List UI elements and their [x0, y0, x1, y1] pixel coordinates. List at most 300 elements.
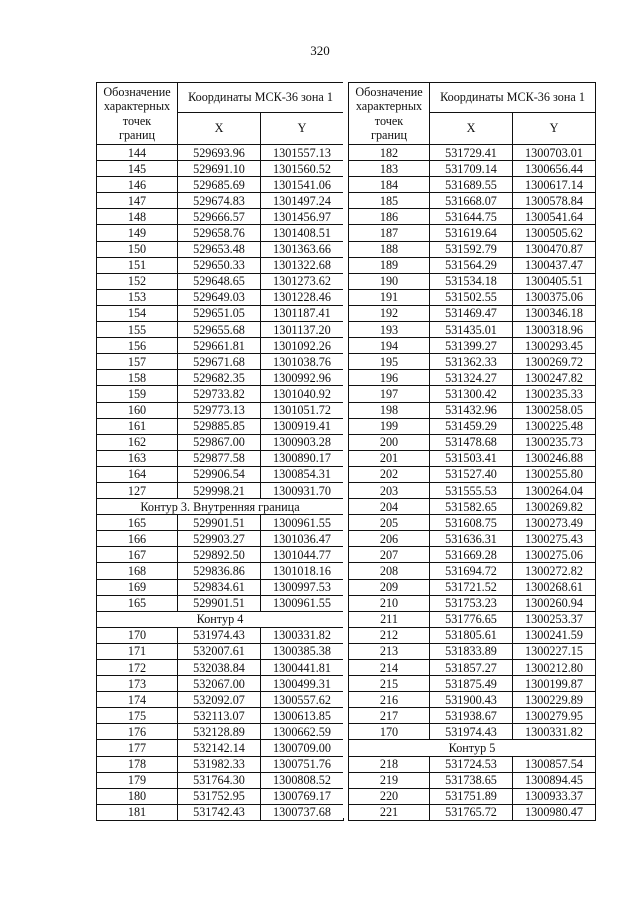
x-value: 531582.65: [430, 499, 513, 515]
table-row: [97, 209, 344, 225]
y-value: 1300279.95: [513, 708, 596, 724]
point-id: 218: [349, 756, 430, 772]
table-row: [97, 257, 344, 273]
x-value: 531399.27: [430, 338, 513, 354]
y-value: 1300331.82: [261, 627, 344, 643]
y-value: 1301557.13: [261, 145, 344, 161]
point-id: 168: [97, 563, 178, 579]
x-value: 531362.33: [430, 354, 513, 370]
table-row: [349, 547, 596, 563]
table-row: [349, 418, 596, 434]
point-id: 196: [349, 370, 430, 386]
x-value: 531636.31: [430, 531, 513, 547]
table-row: [97, 145, 344, 161]
x-value: 529773.13: [178, 402, 261, 418]
table-row: [349, 434, 596, 450]
x-value: 531324.27: [430, 370, 513, 386]
table-row: [97, 482, 344, 498]
table-row: [97, 370, 344, 386]
point-id: 169: [97, 579, 178, 595]
y-value: 1301497.24: [261, 193, 344, 209]
x-value: 531668.07: [430, 193, 513, 209]
x-value: 529693.96: [178, 145, 261, 161]
y-value: 1300992.96: [261, 370, 344, 386]
table-row: [349, 466, 596, 482]
table-body-right: [349, 145, 596, 821]
table-row: [97, 788, 344, 804]
x-value: 531738.65: [430, 772, 513, 788]
point-id: 178: [97, 756, 178, 772]
point-id: 170: [349, 724, 430, 740]
table-row: [97, 305, 344, 321]
header-designation: Обозначение характерных точек границ: [97, 83, 178, 145]
table-row: [349, 482, 596, 498]
header-y: Y: [261, 113, 344, 145]
y-value: 1301051.72: [261, 402, 344, 418]
y-value: 1300375.06: [513, 289, 596, 305]
y-value: 1300225.48: [513, 418, 596, 434]
table-row: [97, 241, 344, 257]
x-value: 531469.47: [430, 305, 513, 321]
point-id: 209: [349, 579, 430, 595]
table-row: [349, 579, 596, 595]
point-id: 187: [349, 225, 430, 241]
x-value: 531753.23: [430, 595, 513, 611]
point-id: 181: [97, 804, 178, 820]
point-id: 127: [97, 482, 178, 498]
y-value: 1300808.52: [261, 772, 344, 788]
point-id: 177: [97, 740, 178, 756]
y-value: 1300275.43: [513, 531, 596, 547]
y-value: 1300997.53: [261, 579, 344, 595]
x-value: 531555.53: [430, 482, 513, 498]
table-row: [97, 579, 344, 595]
point-id: 208: [349, 563, 430, 579]
x-value: 529998.21: [178, 482, 261, 498]
x-value: 531724.53: [430, 756, 513, 772]
x-value: 531742.43: [178, 804, 261, 820]
point-id: 182: [349, 145, 430, 161]
y-value: 1300437.47: [513, 257, 596, 273]
y-value: 1300293.45: [513, 338, 596, 354]
y-value: 1300246.88: [513, 450, 596, 466]
table-row: [349, 322, 596, 338]
y-value: 1300273.49: [513, 515, 596, 531]
header-coordinates: Координаты МСК-36 зона 1: [178, 83, 344, 113]
point-id: 198: [349, 402, 430, 418]
table-row: [349, 386, 596, 402]
table-row: [97, 627, 344, 643]
y-value: 1300241.59: [513, 627, 596, 643]
point-id: 146: [97, 177, 178, 193]
point-id: 161: [97, 418, 178, 434]
table-row: [349, 708, 596, 724]
point-id: 217: [349, 708, 430, 724]
x-value: 531432.96: [430, 402, 513, 418]
y-value: 1301036.47: [261, 531, 344, 547]
y-value: 1301040.92: [261, 386, 344, 402]
table-row: [349, 145, 596, 161]
y-value: 1301137.20: [261, 322, 344, 338]
header-x: X: [430, 113, 513, 145]
y-value: 1300933.37: [513, 788, 596, 804]
y-value: 1300857.54: [513, 756, 596, 772]
point-id: 171: [97, 643, 178, 659]
point-id: 147: [97, 193, 178, 209]
header-designation: Обозначение характерных точек границ: [349, 83, 430, 145]
y-value: 1300854.31: [261, 466, 344, 482]
table-row: [349, 450, 596, 466]
point-id: 158: [97, 370, 178, 386]
coordinates-table-left: [96, 82, 344, 821]
x-value: 532128.89: [178, 724, 261, 740]
table-row: [349, 692, 596, 708]
x-value: 531938.67: [430, 708, 513, 724]
x-value: 531503.41: [430, 450, 513, 466]
point-id: 170: [97, 627, 178, 643]
point-id: 192: [349, 305, 430, 321]
y-value: 1300890.17: [261, 450, 344, 466]
point-id: 195: [349, 354, 430, 370]
point-id: 220: [349, 788, 430, 804]
y-value: 1300318.96: [513, 322, 596, 338]
table-row: [349, 627, 596, 643]
point-id: 162: [97, 434, 178, 450]
x-value: 531592.79: [430, 241, 513, 257]
point-id: 148: [97, 209, 178, 225]
point-id: 191: [349, 289, 430, 305]
table-row: [97, 515, 344, 531]
table-row: [97, 692, 344, 708]
x-value: 531300.42: [430, 386, 513, 402]
x-value: 529651.05: [178, 305, 261, 321]
table-row: [349, 724, 596, 740]
y-value: 1300227.15: [513, 643, 596, 659]
y-value: 1300269.82: [513, 499, 596, 515]
point-id: 194: [349, 338, 430, 354]
y-value: 1300919.41: [261, 418, 344, 434]
point-id: 173: [97, 676, 178, 692]
x-value: 531833.89: [430, 643, 513, 659]
y-value: 1300258.05: [513, 402, 596, 418]
x-value: 531805.61: [430, 627, 513, 643]
y-value: 1300613.85: [261, 708, 344, 724]
x-value: 529653.48: [178, 241, 261, 257]
page-number: 320: [310, 43, 330, 58]
table-row: [97, 450, 344, 466]
y-value: 1300894.45: [513, 772, 596, 788]
point-id: 210: [349, 595, 430, 611]
y-value: 1300260.94: [513, 595, 596, 611]
point-id: 159: [97, 386, 178, 402]
y-value: 1300499.31: [261, 676, 344, 692]
y-value: 1300275.06: [513, 547, 596, 563]
table-row: [97, 322, 344, 338]
y-value: 1300961.55: [261, 515, 344, 531]
coordinates-table-right: [348, 82, 596, 821]
table-row: [97, 676, 344, 692]
y-value: 1300199.87: [513, 676, 596, 692]
table-row: [349, 354, 596, 370]
x-value: 531502.55: [430, 289, 513, 305]
point-id: 206: [349, 531, 430, 547]
point-id: 186: [349, 209, 430, 225]
table-row: [97, 434, 344, 450]
point-id: 165: [97, 515, 178, 531]
point-id: 211: [349, 611, 430, 627]
y-value: 1300269.72: [513, 354, 596, 370]
y-value: 1300737.68: [261, 804, 344, 820]
point-id: 199: [349, 418, 430, 434]
point-id: 156: [97, 338, 178, 354]
y-value: 1300264.04: [513, 482, 596, 498]
y-value: 1301092.26: [261, 338, 344, 354]
point-id: 151: [97, 257, 178, 273]
point-id: 193: [349, 322, 430, 338]
y-value: 1301456.97: [261, 209, 344, 225]
x-value: 529733.82: [178, 386, 261, 402]
y-value: 1300541.64: [513, 209, 596, 225]
contour-row: [97, 611, 344, 627]
table-row: [97, 595, 344, 611]
point-id: 183: [349, 161, 430, 177]
x-value: 531974.43: [430, 724, 513, 740]
contour-label: Контур 5: [349, 740, 596, 756]
x-value: 532038.84: [178, 660, 261, 676]
x-value: 529649.03: [178, 289, 261, 305]
table-row: [349, 660, 596, 676]
y-value: 1300980.47: [513, 804, 596, 820]
point-id: 212: [349, 627, 430, 643]
table-row: [349, 531, 596, 547]
point-id: 202: [349, 466, 430, 482]
table-row: [97, 386, 344, 402]
table-row: [97, 804, 344, 820]
x-value: 529655.68: [178, 322, 261, 338]
table-row: [97, 193, 344, 209]
point-id: 204: [349, 499, 430, 515]
x-value: 529685.69: [178, 177, 261, 193]
y-value: 1300268.61: [513, 579, 596, 595]
point-id: 145: [97, 161, 178, 177]
y-value: 1300405.51: [513, 273, 596, 289]
point-id: 160: [97, 402, 178, 418]
y-value: 1300212.80: [513, 660, 596, 676]
table-row: [349, 611, 596, 627]
x-value: 531619.64: [430, 225, 513, 241]
table-body-left: [97, 145, 344, 821]
table-row: [349, 499, 596, 515]
point-id: 188: [349, 241, 430, 257]
point-id: 157: [97, 354, 178, 370]
x-value: 531435.01: [430, 322, 513, 338]
x-value: 531689.55: [430, 177, 513, 193]
x-value: 529885.85: [178, 418, 261, 434]
x-value: 529658.76: [178, 225, 261, 241]
y-value: 1300961.55: [261, 595, 344, 611]
y-value: 1300385.38: [261, 643, 344, 659]
x-value: 532067.00: [178, 676, 261, 692]
table-row: [349, 338, 596, 354]
y-value: 1300505.62: [513, 225, 596, 241]
table-row: [349, 305, 596, 321]
x-value: 529650.33: [178, 257, 261, 273]
point-id: 174: [97, 692, 178, 708]
x-value: 531564.29: [430, 257, 513, 273]
table-row: [97, 161, 344, 177]
table-row: [349, 402, 596, 418]
table-row: [97, 225, 344, 241]
point-id: 216: [349, 692, 430, 708]
y-value: 1300272.82: [513, 563, 596, 579]
x-value: 529901.51: [178, 515, 261, 531]
x-value: 531644.75: [430, 209, 513, 225]
x-value: 531527.40: [430, 466, 513, 482]
table-row: [97, 466, 344, 482]
point-id: 153: [97, 289, 178, 305]
point-id: 205: [349, 515, 430, 531]
y-value: 1301322.68: [261, 257, 344, 273]
y-value: 1300470.87: [513, 241, 596, 257]
point-id: 175: [97, 708, 178, 724]
table-row: [97, 273, 344, 289]
table-row: [349, 595, 596, 611]
table-row: [97, 563, 344, 579]
y-value: 1300703.01: [513, 145, 596, 161]
table-row: [97, 418, 344, 434]
x-value: 529867.00: [178, 434, 261, 450]
x-value: 529836.86: [178, 563, 261, 579]
x-value: 529666.57: [178, 209, 261, 225]
y-value: 1300253.37: [513, 611, 596, 627]
x-value: 531974.43: [178, 627, 261, 643]
table-row: [97, 531, 344, 547]
table-row: [97, 354, 344, 370]
point-id: 166: [97, 531, 178, 547]
point-id: 213: [349, 643, 430, 659]
y-value: 1300331.82: [513, 724, 596, 740]
table-row: [97, 756, 344, 772]
table-row: [349, 161, 596, 177]
x-value: 529661.81: [178, 338, 261, 354]
contour-row: [97, 499, 344, 515]
table-row: [349, 225, 596, 241]
y-value: 1300255.80: [513, 466, 596, 482]
table-row: [97, 402, 344, 418]
point-id: 149: [97, 225, 178, 241]
x-value: 531669.28: [430, 547, 513, 563]
y-value: 1301273.62: [261, 273, 344, 289]
y-value: 1300709.00: [261, 740, 344, 756]
contour-label: Контур 3. Внутренняя граница: [97, 499, 344, 515]
table-row: [349, 289, 596, 305]
table-row: [349, 676, 596, 692]
table-row: [349, 804, 596, 820]
x-value: 531694.72: [430, 563, 513, 579]
x-value: 529691.10: [178, 161, 261, 177]
table-row: [349, 788, 596, 804]
y-value: 1300247.82: [513, 370, 596, 386]
x-value: 532007.61: [178, 643, 261, 659]
x-value: 529648.65: [178, 273, 261, 289]
y-value: 1300769.17: [261, 788, 344, 804]
x-value: 531764.30: [178, 772, 261, 788]
table-row: [97, 724, 344, 740]
table-row: [349, 273, 596, 289]
header-coordinates: Координаты МСК-36 зона 1: [430, 83, 596, 113]
y-value: 1300662.59: [261, 724, 344, 740]
point-id: 219: [349, 772, 430, 788]
point-id: 165: [97, 595, 178, 611]
point-id: 154: [97, 305, 178, 321]
x-value: 529674.83: [178, 193, 261, 209]
y-value: 1300229.89: [513, 692, 596, 708]
x-value: 531900.43: [430, 692, 513, 708]
y-value: 1300578.84: [513, 193, 596, 209]
table-row: [349, 177, 596, 193]
y-value: 1301541.06: [261, 177, 344, 193]
table-row: [349, 643, 596, 659]
point-id: 201: [349, 450, 430, 466]
table-row: [97, 740, 344, 756]
x-value: 529671.68: [178, 354, 261, 370]
table-row: [97, 772, 344, 788]
x-value: 531982.33: [178, 756, 261, 772]
table-row: [349, 257, 596, 273]
x-value: 531857.27: [430, 660, 513, 676]
y-value: 1301038.76: [261, 354, 344, 370]
y-value: 1300346.18: [513, 305, 596, 321]
contour-label: Контур 4: [97, 611, 344, 627]
y-value: 1300441.81: [261, 660, 344, 676]
point-id: 180: [97, 788, 178, 804]
point-id: 152: [97, 273, 178, 289]
point-id: 215: [349, 676, 430, 692]
x-value: 531534.18: [430, 273, 513, 289]
point-id: 190: [349, 273, 430, 289]
y-value: 1301560.52: [261, 161, 344, 177]
y-value: 1301187.41: [261, 305, 344, 321]
point-id: 207: [349, 547, 430, 563]
x-value: 531875.49: [430, 676, 513, 692]
contour-row: [349, 740, 596, 756]
x-value: 531709.14: [430, 161, 513, 177]
point-id: 189: [349, 257, 430, 273]
table-row: [349, 515, 596, 531]
point-id: 179: [97, 772, 178, 788]
x-value: 531729.41: [430, 145, 513, 161]
point-id: 185: [349, 193, 430, 209]
point-id: 150: [97, 241, 178, 257]
y-value: 1300903.28: [261, 434, 344, 450]
y-value: 1300931.70: [261, 482, 344, 498]
x-value: 532142.14: [178, 740, 261, 756]
table-row: [349, 772, 596, 788]
point-id: 176: [97, 724, 178, 740]
y-value: 1301228.46: [261, 289, 344, 305]
point-id: 197: [349, 386, 430, 402]
table-row: [349, 193, 596, 209]
x-value: 529901.51: [178, 595, 261, 611]
table-row: [97, 547, 344, 563]
x-value: 532113.07: [178, 708, 261, 724]
point-id: 172: [97, 660, 178, 676]
table-row: [97, 643, 344, 659]
table-row: [97, 338, 344, 354]
x-value: 529834.61: [178, 579, 261, 595]
table-row: [97, 660, 344, 676]
x-value: 531478.68: [430, 434, 513, 450]
